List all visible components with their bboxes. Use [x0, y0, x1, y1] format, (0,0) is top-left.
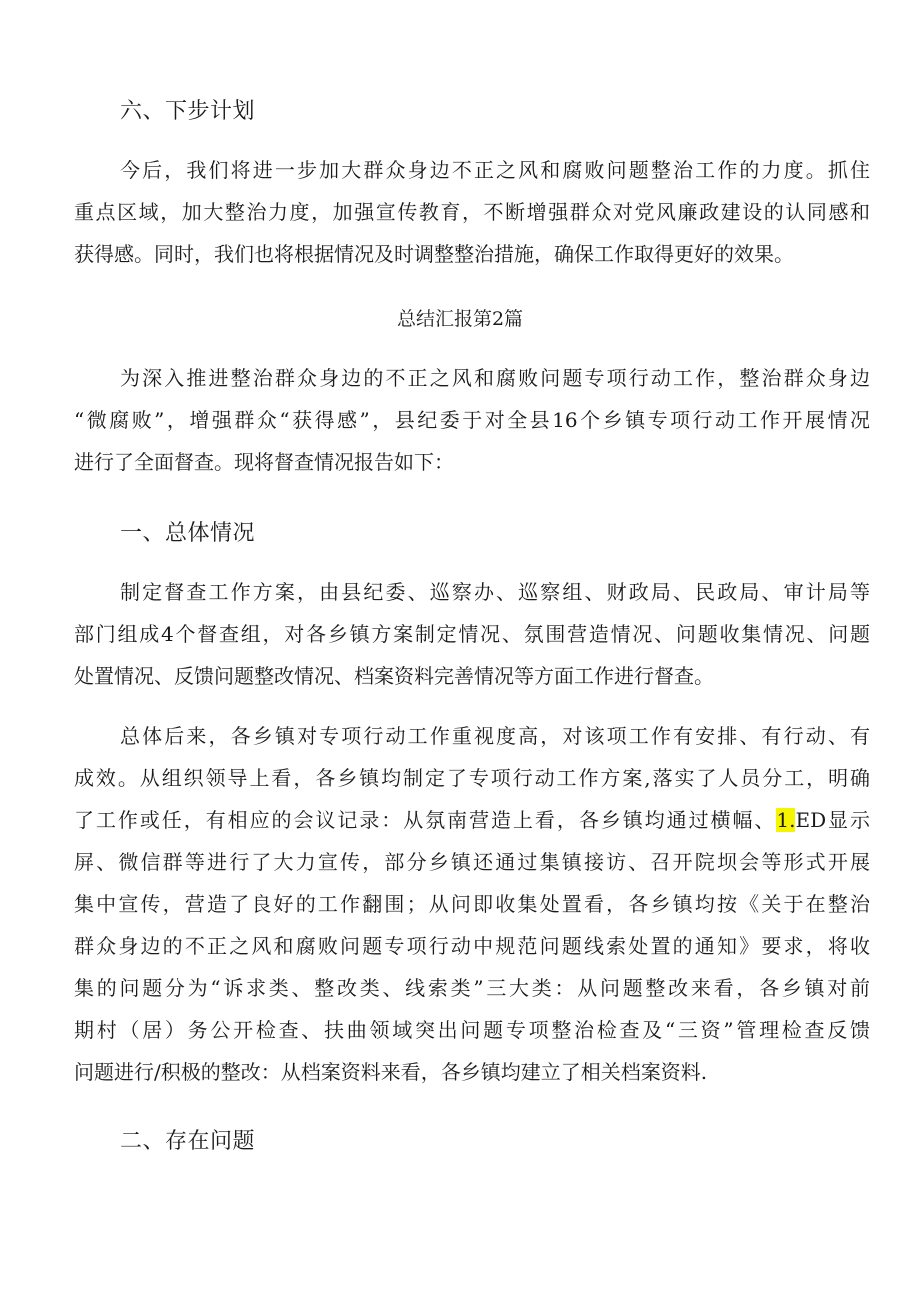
paragraph-line: 期村（居）务公开检查、扶曲领域突出问题专项整治检查及“三资”管理检查反馈	[74, 1018, 870, 1042]
paragraph-line: 屏、微信群等进行了大力宣传，部分乡镇还通过集镇接访、召开院坝会等形式开展	[74, 850, 870, 874]
paragraph-line: 重点区域，加大整治力度，加强宣传教育，不断增强群众对党风廉政建设的认同感和	[74, 200, 870, 224]
highlighted-text: 1.	[776, 808, 796, 832]
document-subtitle: 总结汇报第2篇	[396, 308, 524, 330]
paragraph-line: 问题进行/积极的整改：从档案资料来看，各乡镇均建立了相关档案资料.	[74, 1060, 708, 1084]
paragraph-line: 为深入推进整治群众身边的不正之风和腐败问题专项行动工作，整治群众身边	[120, 366, 870, 390]
paragraph-line: 集中宣传，营造了良好的工作翻围；从问即收集处置看，各乡镇均按《关于在整治	[74, 892, 870, 916]
paragraph-line: 获得感。同时，我们也将根据情况及时调整整治措施，确保工作取得更好的效果。	[74, 242, 794, 266]
paragraph-line: 进行了全面督查。现将督查情况报告如下：	[74, 450, 454, 474]
paragraph-line: 群众身边的不正之风和腐败问题专项行动中规范问题线索处置的通知》要求，将收	[74, 934, 870, 958]
paragraph-line	[74, 800, 870, 840]
paragraph-line: 部门组成4个督查组，对各乡镇方案制定情况、氛围营造情况、问题收集情况、问题	[74, 622, 870, 646]
paragraph-line: 集的问题分为“诉求类、整改类、线索类”三大类：从问题整改来看，各乡镇对前	[74, 976, 870, 1000]
paragraph-text: 了工作或任，有相应的会议记录：从氛南营造上看，各乡镇均通过横幅、	[74, 808, 777, 832]
paragraph-line: 总体后来，各乡镇对专项行动工作重视度高，对该项工作有安排、有行动、有	[120, 724, 870, 748]
paragraph-line: 今后，我们将进一步加大群众身边不正之风和腐败问题整治工作的力度。抓住	[120, 158, 870, 182]
paragraph-line: 处置情况、反馈问题整改情况、档案资料完善情况等方面工作进行督查。	[74, 664, 714, 688]
paragraph-line: “微腐败”，增强群众“获得感”，县纪委于对全县16个乡镇专项行动工作开展情况	[74, 408, 870, 432]
section-heading-problems: 二、存在问题	[120, 1129, 256, 1154]
section-heading-next-plan: 六、下步计划	[120, 99, 256, 124]
paragraph-line: 制定督查工作方案，由县纪委、巡察办、巡察组、财政局、民政局、审计局等	[120, 580, 870, 604]
section-heading-overview: 一、总体情况	[120, 521, 256, 546]
paragraph-text: ED显示	[795, 808, 871, 832]
paragraph-line: 成效。从组织领导上看，各乡镇均制定了专项行动工作方案,落实了人员分工，明确	[74, 766, 870, 790]
